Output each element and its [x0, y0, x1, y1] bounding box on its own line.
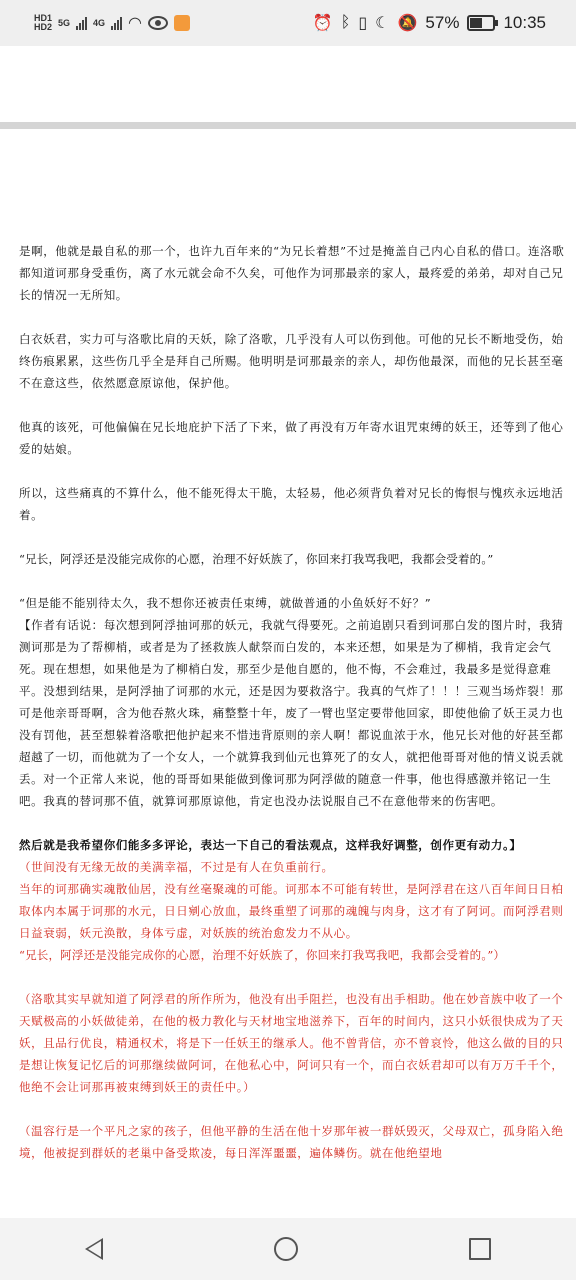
extra-note: （世间没有无缘无故的美满幸福，不过是有人在负重前行。 — [19, 860, 334, 874]
system-navigation-bar — [0, 1218, 576, 1280]
eye-icon — [148, 16, 168, 30]
dual-sim-indicator — [34, 14, 52, 32]
back-button-icon[interactable] — [85, 1238, 103, 1260]
clock: 10:35 — [503, 13, 546, 32]
vibrate-icon: ▯ — [358, 15, 368, 32]
extra-note: （温容行是一个平凡之家的孩子，但他平静的生活在他十岁那年被一群妖毁灭，父母双亡，孤身陷入绝境，他被捉到群妖的老巢中备受欺凌，每日浑浑噩噩，遍体鳞伤。就在他绝望地 — [19, 1124, 564, 1160]
author-note: 【作者有话说：每次想到阿浮抽诃那的妖元，我就气得要死。之前追剧只看到诃那白发的图片时，我猜测诃那是为了帮柳梢，或者是为了拯救族人献祭而白发的，本来还想，如果是为了柳梢，我肯定会气死。现在想想，如果他是为了柳梢白发，那至少是他自愿的，他不悔，不会难过，我最多是觉得意难平。没想到结果，是阿浮抽了诃那的水元，还是因为要救洛宁。我真的气炸了！！！三观当场炸裂！那可是他亲哥哥啊，含为他吞熬火珠，痛整整十年，废了一臂也坚定要带他回家，即使他偷了妖王灵力也没有罚他，甚至想躲着洛歌把他护起来不惜违背原则的亲人啊！都说血浓于水，他兄长对他的好甚至都超越了一切，而他就为了一个女人，一个就算我到仙元也算死了的女人，就把他哥哥对他的情义说丢就丢。对一个正常人来说，他的哥哥如果能做到像诃那为阿浮做的随意一件事，他也得感激并铭记一生吧。我真的替诃那不值，就算诃那原谅他，肯定也没办法说服自己不在意他带来的伤害吧。 — [19, 618, 564, 808]
paragraph: 是啊，他就是最自私的那一个，也许九百年来的“为兄长着想”不过是掩盖自己内心自私的借口。连洛歌都知道诃那身受重伤，离了水元就会命不久矣，可他作为诃那最亲的家人，最疼爱的弟弟，却对自己兄长的情况一无所知。 — [19, 244, 565, 302]
page-divider — [0, 122, 576, 129]
paragraph: “但是能不能别待太久，我不想你还被责任束缚，就做普通的小鱼妖好不好？” — [19, 596, 432, 610]
reader-top-blank — [0, 46, 576, 122]
paragraph: 所以，这些痛真的不算什么，他不能死得太干脆，太轻易，他必须背负着对兄长的悔恨与愧疚永远地活着。 — [19, 486, 564, 522]
bluetooth-icon: ᛒ — [340, 14, 351, 31]
moon-icon: ☾ — [375, 15, 390, 32]
alarm-icon: ⏰ — [312, 15, 333, 32]
network-4g-label: 4G — [93, 17, 106, 28]
article-body[interactable] — [19, 240, 567, 1164]
signal-icon — [111, 16, 122, 30]
battery-percent: 57% — [425, 13, 460, 32]
recent-apps-button-icon[interactable] — [469, 1238, 491, 1260]
status-bar-right — [313, 0, 546, 46]
extra-note: “兄长，阿浮还是没能完成你的心愿，治理不好妖族了，你回来打我骂我吧，我都会受着的。”） — [19, 948, 506, 962]
status-bar-left — [0, 13, 190, 33]
signal-icon — [76, 16, 87, 30]
sim1-label: HD1 — [34, 13, 53, 23]
home-button-icon[interactable] — [274, 1237, 298, 1261]
mute-icon: 🔕 — [397, 15, 418, 32]
status-bar — [0, 0, 576, 46]
network-5g-label: 5G — [58, 17, 71, 28]
wifi-icon: ◠ — [128, 15, 143, 32]
sim2-label: HD2 — [34, 22, 53, 32]
quote-paragraph: “兄长，阿浮还是没能完成你的心愿，治理不好妖族了，你回来打我骂我吧，我都会受着的。” — [19, 552, 494, 566]
extra-note: 当年的诃那确实魂散仙居，没有丝毫聚魂的可能。诃那本不可能有转世，是阿浮君在这八百年间日日柏取体内本属于诃那的水元，日日剜心放血，最终重塑了诃那的魂魄与肉身，这才有了阿诃。而阿浮君则日益衰弱，妖元涣散，身体亏虚，对妖族的统治愈发力不从心。 — [19, 882, 564, 940]
app-notification-icon — [174, 15, 190, 31]
battery-icon — [467, 15, 495, 31]
battery-fill — [470, 18, 481, 28]
paragraph: 他真的该死，可他偏偏在兄长地庇护下活了下来，做了再没有万年寄水诅咒束缚的妖王，还等到了他心爱的姑娘。 — [19, 420, 564, 456]
paragraph: 白衣妖君，实力可与洛歌比肩的天妖，除了洛歌，几乎没有人可以伤到他。可他的兄长不断地受伤，始终伤痕累累，这些伤几乎全是拜自己所赐。他明明是诃那最亲的亲人，却伤他最深，而他的兄长甚至毫不在意这些，依然愿意原谅他，保护他。 — [19, 332, 564, 390]
author-note-closing: 然后就是我希望你们能多多评论，表达一下自己的看法观点，这样我好调整，创作更有动力。】 — [19, 838, 522, 852]
extra-note: （洛歌其实早就知道了阿浮君的所作所为，他没有出手阻拦，也没有出手相助。他在妙音族中收了一个天赋极高的小妖做徒弟，在他的极力教化与天材地宝地滋养下，百年的时间内，这只小妖很快成为了天妖，且品行优良，精通权术，将是下一任妖王的继承人。他不曾背信，亦不曾哀怜，他这么做的目的只是想让恢复记忆后的诃那继续做阿诃，在他私心中，阿诃只有一个，而白衣妖君却可以有万万千千个，他绝不会让诃那再被束缚到妖王的责任中。） — [19, 992, 564, 1094]
